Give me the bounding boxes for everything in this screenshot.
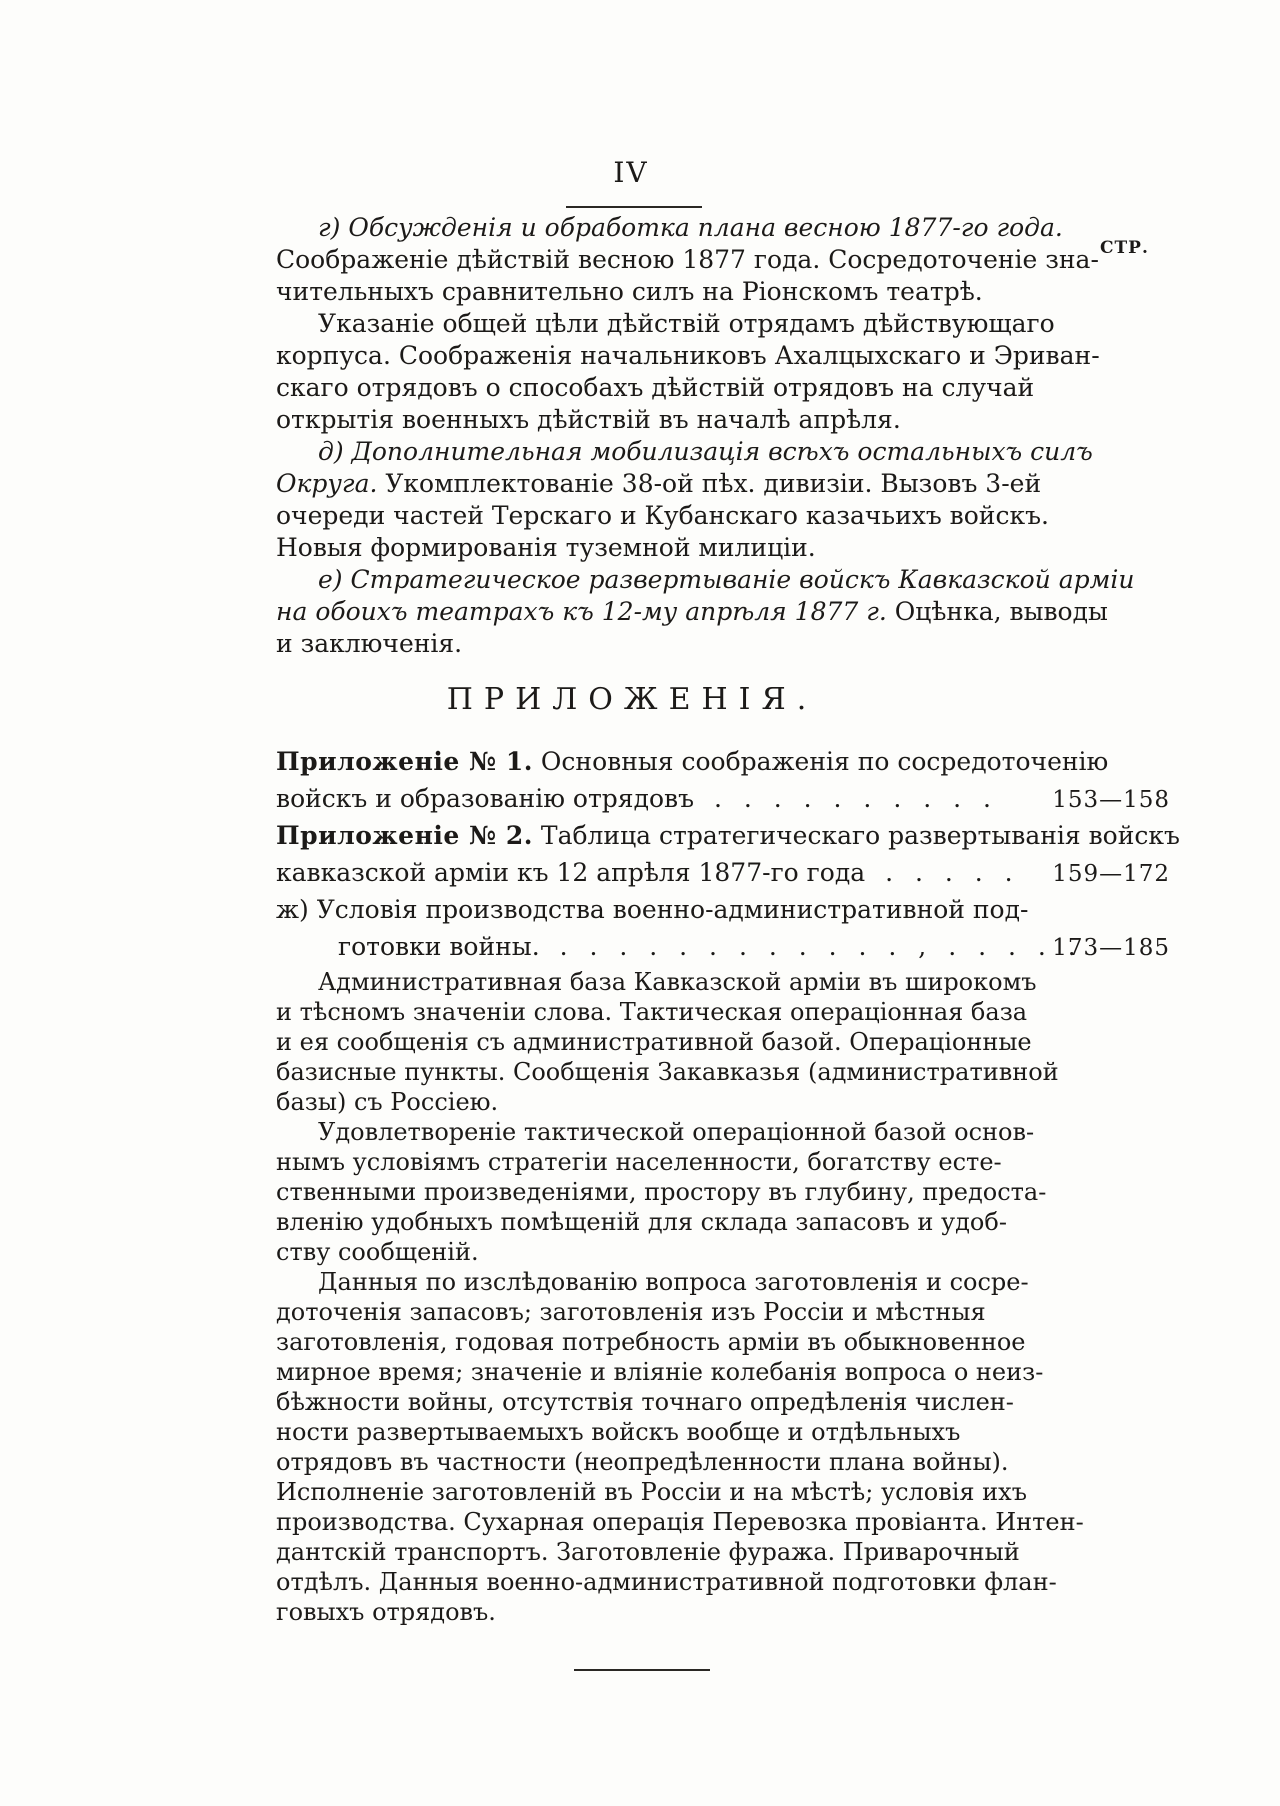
text-line (276, 1507, 1084, 1537)
text-segment-roman: ж) Условія производства военно-административной под- (276, 895, 1029, 924)
page-ref: 159—172 (1052, 861, 1170, 887)
text-segment-roman: Таблица стратегическаго развертыванія войскъ (532, 821, 1180, 850)
text-segment-italic: г) Обсужденія и обработка плана весною 1877-го года. (318, 213, 1063, 242)
paragraph (276, 1267, 1084, 1627)
text-line (276, 997, 1028, 1027)
page-ref: 153—158 (1052, 787, 1170, 813)
text-line (276, 1207, 1008, 1237)
text-line (276, 1267, 1029, 1297)
text-segment-roman: Основныя соображенія по сосредоточенію (532, 747, 1109, 776)
text-segment-roman: производства. Сухарная операція Перевозка провіанта. Интен- (276, 1508, 1084, 1536)
text-segment-roman: Новыя формированія туземной милиціи. (276, 533, 816, 562)
text-segment-roman: отдѣлъ. Данныя военно-административной подготовки флан- (276, 1568, 1057, 1596)
text-segment-roman: Административная база Кавказской арміи въ широкомъ (318, 968, 1037, 996)
text-segment-dots: . . . . . . . . . . . . , . . . . . (539, 932, 1078, 961)
toc-line (276, 930, 1170, 963)
toc-line (276, 893, 1029, 926)
text-segment-roman: Соображеніе дѣйствій весною 1877 года. Сосредоточеніе зна- (276, 245, 1099, 274)
text-line (276, 436, 1093, 468)
text-segment-roman: Исполненіе заготовленій въ Россіи и на мѣстѣ; условія ихъ (276, 1478, 1027, 1506)
text-segment-roman: кавказской арміи къ 12 апрѣля 1877-го года (276, 858, 866, 887)
text-line (276, 1537, 1020, 1567)
text-segment-roman: отрядовъ въ частности (неопредѣленности плана войны). (276, 1448, 1009, 1476)
toc-line (276, 856, 1170, 889)
text-segment-roman: базы) съ Россіею. (276, 1088, 499, 1116)
toc-entry (276, 819, 1180, 889)
text-line (276, 1597, 1008, 1627)
text-segment-italic: Округа. (276, 469, 378, 498)
text-line (276, 1297, 1008, 1327)
text-segment-roman: Данныя по изслѣдованію вопроса заготовленія и сосре- (318, 1268, 1029, 1296)
text-line (276, 628, 1008, 660)
header-rule (566, 206, 702, 208)
paragraph (276, 967, 1059, 1117)
text-segment-roman: открытія военныхъ дѣйствій въ началѣ апрѣля. (276, 405, 901, 434)
text-segment-roman: заготовленія, годовая потребность арміи въ обыкновенное (276, 1328, 1026, 1356)
text-line (276, 372, 1035, 404)
text-line (276, 1087, 1008, 1117)
text-line (276, 1147, 1008, 1177)
text-segment-roman: дантскій транспортъ. Заготовленіе фуража. Приварочный (276, 1538, 1020, 1566)
text-segment-bold: Приложеніе № 2. (276, 821, 533, 850)
text-line (276, 308, 1055, 340)
toc-line (276, 745, 1109, 778)
toc-line (276, 819, 1180, 852)
text-segment-roman: Указаніе общей цѣли дѣйствій отрядамъ дѣйствующаго (318, 309, 1055, 338)
text-line (276, 596, 1108, 628)
text-line (276, 1417, 1008, 1447)
toc-line (276, 782, 1170, 815)
text-line (276, 1027, 1032, 1057)
text-segment-italic: д) Дополнительная мобилизація всѣхъ остальныхъ силъ (318, 437, 1093, 466)
text-segment-roman: говыхъ отрядовъ. (276, 1598, 496, 1626)
text-segment-roman: ности развертываемыхъ войскъ вообще и отдѣльныхъ (276, 1418, 961, 1446)
text-segment-roman: базисные пункты. Сообщенія Закавказья (административной (276, 1058, 1059, 1086)
text-line (276, 1477, 1027, 1507)
text-segment-bold: Приложеніе № 1. (276, 747, 533, 776)
text-line (276, 1057, 1059, 1087)
text-segment-roman: доточенія запасовъ; заготовленія изъ Россіи и мѣстныя (276, 1298, 986, 1326)
text-line (276, 500, 1049, 532)
text-line (276, 1447, 1008, 1477)
paragraph (276, 436, 1093, 564)
toc-entry (276, 745, 1170, 815)
text-line (276, 276, 1008, 308)
text-segment-roman: и тѣсномъ значеніи слова. Тактическая операціонная база (276, 998, 1028, 1026)
page-number-roman: IV (613, 156, 649, 189)
text-segment-roman: Укомплектованіе 38-ой пѣх. дивизіи. Вызовъ 3-ей (377, 469, 1042, 498)
text-line (276, 212, 1063, 244)
text-segment-roman: чительныхъ сравнительно силъ на Ріонскомъ театрѣ. (276, 277, 983, 306)
text-segment-italic: на обоихъ театрахъ къ 12-му апрѣля 1877 г. (276, 597, 887, 626)
text-line (276, 564, 1135, 596)
text-line (276, 1357, 1044, 1387)
text-line (276, 1177, 1047, 1207)
text-segment-roman: ственными произведеніями, простору въ глубину, предоста- (276, 1178, 1047, 1206)
end-rule (574, 1669, 710, 1671)
text-segment-roman: бѣжности войны, отсутствія точнаго опредѣленія числен- (276, 1388, 1014, 1416)
paragraph (276, 212, 1099, 308)
text-segment-roman: Удовлетвореніе тактической операціонной базой основ- (318, 1118, 1035, 1146)
text-line (276, 967, 1037, 997)
text-line (276, 1117, 1035, 1147)
text-segment-roman: войскъ и образованію отрядовъ (276, 784, 695, 813)
text-column (276, 212, 1180, 1671)
paragraph (276, 308, 1100, 436)
toc-entry (276, 893, 1170, 963)
text-line (276, 1567, 1057, 1597)
text-segment-roman: и заключенія. (276, 629, 463, 658)
text-line (276, 404, 1008, 436)
paragraph (276, 564, 1135, 660)
text-segment-roman: вленію удобныхъ помѣщеній для склада запасовъ и удоб- (276, 1208, 1007, 1236)
text-segment-roman: корпуса. Соображенія начальниковъ Ахалцыхскаго и Эриван- (276, 341, 1100, 370)
text-line (276, 468, 1042, 500)
paragraph (276, 1117, 1047, 1267)
text-segment-roman: нымъ условіямъ стратегіи населенности, богатству есте- (276, 1148, 1002, 1176)
text-segment-dots: . . . . . (865, 858, 1015, 887)
text-segment-dots: . . . . . . . . . . (694, 784, 993, 813)
text-segment-roman: мирное время; значеніе и вліяніе колебанія вопроса о неиз- (276, 1358, 1044, 1386)
appendix-heading: ПРИЛОЖЕНІЯ. (446, 682, 818, 717)
page-column-label: СТР. (1100, 238, 1149, 258)
text-line (276, 244, 1099, 276)
text-line (276, 1387, 1014, 1417)
text-segment-italic: е) Стратегическое развертываніе войскъ Кавказской арміи (318, 565, 1135, 594)
text-segment-roman: ству сообщеній. (276, 1238, 479, 1266)
text-segment-roman: и ея сообщенія съ административной базой. Операціонные (276, 1028, 1032, 1056)
text-line (276, 340, 1100, 372)
text-segment-roman: очереди частей Терскаго и Кубанскаго казачьихъ войскъ. (276, 501, 1049, 530)
text-segment-roman: скаго отрядовъ о способахъ дѣйствій отрядовъ на случай (276, 373, 1035, 402)
text-line (276, 1237, 1008, 1267)
text-segment-roman: готовки войны. (338, 932, 540, 961)
text-segment-roman: Оцѣнка, выводы (886, 597, 1108, 626)
text-line (276, 1327, 1026, 1357)
page-ref: 173—185 (1052, 935, 1170, 961)
text-line (276, 532, 1008, 564)
